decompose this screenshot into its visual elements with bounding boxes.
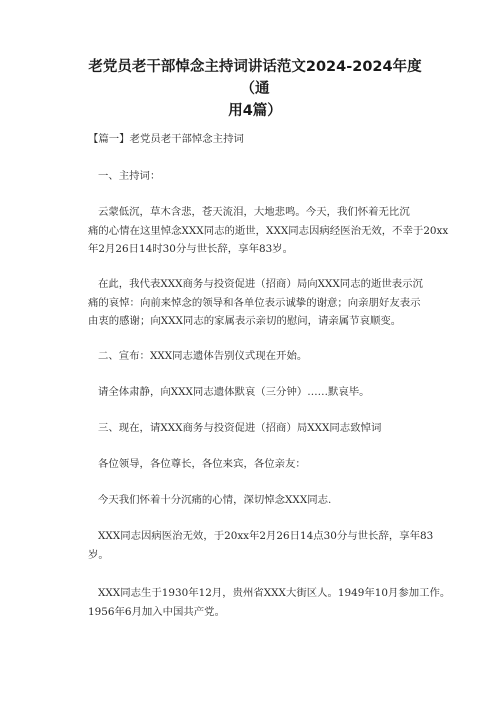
title-line-2: 用4篇） [228,103,282,119]
announcement: 二、宣布：XXX同志遗体告别仪式现在开始。 [98,350,308,362]
silence-instruction: 请全体肃静，向XXX同志遗体默哀（三分钟）……默哀毕。 [98,386,370,398]
paragraph-condolence-line-2: 痛的哀悼：向前来悼念的领导和各单位表示诚挚的谢意；向亲朋好友表示 [88,296,421,309]
section-heading: 【篇一】老党员老干部悼念主持词 [88,133,244,145]
paragraph-condolence-line-3: 由衷的感谢；向XXX同志的家属表示亲切的慰问，请亲属节哀顺变。 [88,315,402,327]
document-title [80,56,430,122]
paragraph-biography-line-1: XXX同志生于1930年12月，贵州省XXX大街区人。1949年10月参加工作。 [98,587,451,599]
title-line-1: 老党员老干部悼念主持词讲话范文2024-2024年度（通 [88,59,422,97]
eulogy-intro: 三、现在，请XXX商务与投资促进（招商）局XXX同志致悼词 [98,422,382,434]
host-label: 一、主持词： [98,170,161,182]
paragraph-condolence-line-1: 在此，我代表XXX商务与投资促进（招商）局向XXX同志的逝世表示沉 [98,278,423,290]
paragraph-opening-line-1: 云蒙低沉，草木含悲，苍天流泪，大地悲鸣。今天，我们怀着无比沉 [98,206,410,218]
paragraph-passing-line-1: XXX同志因病医治无效，于20xx年2月26日14点30分与世长辞，享年83 [98,530,434,542]
paragraph-biography [88,584,450,621]
today-statement: 今天我们怀着十分沉痛的心情，深切悼念XXX同志. [98,494,332,506]
paragraph-biography-line-2: 1956年6月加入中国共产党。 [88,605,225,618]
paragraph-opening-line-3: 年2月26日14时30分与世长辞，享年83岁。 [88,243,293,255]
paragraph-opening [88,203,448,259]
paragraph-passing [88,527,433,564]
paragraph-passing-line-2: 岁。 [88,548,109,561]
paragraph-condolence [88,275,423,331]
paragraph-opening-line-2: 痛的心情在这里悼念XXX同志的逝世，XXX同志因病经医治无效，不幸于20xx [88,224,449,237]
greeting: 各位领导，各位尊长，各位来宾，各位亲友： [98,458,306,470]
